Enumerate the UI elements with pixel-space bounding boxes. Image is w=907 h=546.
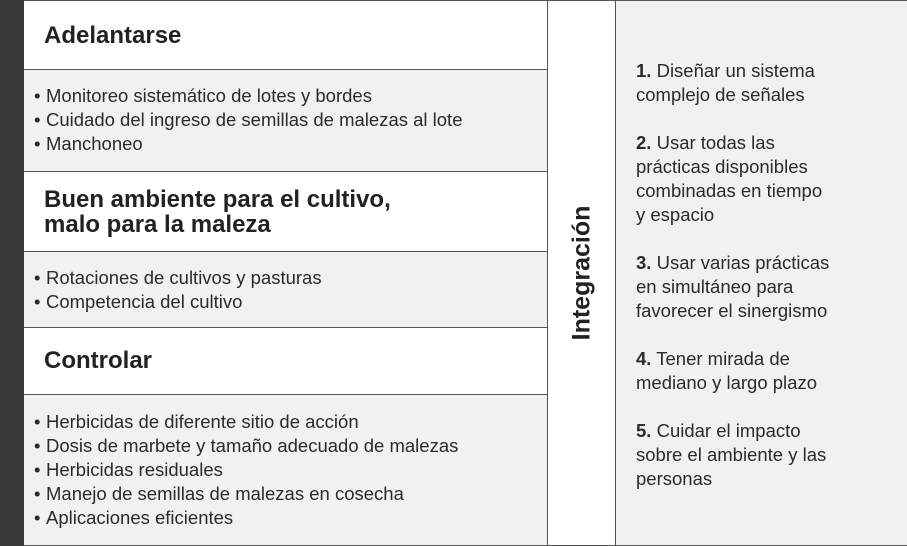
list-item: • Rotaciones de cultivos y pasturas bbox=[34, 267, 322, 288]
principle-item: 3. Usar varias prácticas en simultáneo para favorecer el sinergismo bbox=[636, 252, 830, 321]
principle-item: 2. Usar todas las prácticas disponibles combinadas en tiempo y espacio bbox=[636, 132, 823, 225]
section-title: Controlar bbox=[44, 347, 152, 374]
section-title: Adelantarse bbox=[44, 22, 182, 49]
list-item: • Manchoneo bbox=[34, 133, 143, 154]
section-header-adelantarse bbox=[24, 1, 548, 70]
list-item: • Competencia del cultivo bbox=[34, 291, 243, 312]
integration-table bbox=[24, 0, 907, 546]
section-list-adelantarse bbox=[24, 70, 548, 172]
section-title-line2: malo para la maleza bbox=[44, 211, 271, 238]
principle-item: 4. Tener mirada de mediano y largo plazo bbox=[636, 348, 817, 393]
integration-label: Integración bbox=[567, 205, 595, 341]
principles-column bbox=[616, 1, 907, 545]
list-item: • Aplicaciones eficientes bbox=[34, 507, 234, 528]
section-header-controlar bbox=[24, 328, 548, 395]
principle-item: 1. Diseñar un sistema complejo de señales bbox=[636, 60, 815, 105]
integration-column bbox=[548, 1, 615, 545]
practices-column bbox=[24, 1, 548, 545]
principle-item: 5. Cuidar el impacto sobre el ambiente y las personas bbox=[636, 420, 827, 489]
section-title-line1: Buen ambiente para el cultivo, bbox=[44, 186, 391, 213]
list-item: • Monitoreo sistemático de lotes y bordes bbox=[34, 85, 372, 106]
section-list-controlar bbox=[24, 395, 548, 545]
section-list-buen-ambiente bbox=[24, 252, 548, 328]
principles-list bbox=[636, 59, 901, 515]
list-item: • Cuidado del ingreso de semillas de malezas al lote bbox=[34, 109, 463, 130]
list-item: • Manejo de semillas de malezas en cosecha bbox=[34, 483, 404, 504]
left-dark-bar bbox=[0, 0, 24, 546]
list-item: • Herbicidas de diferente sitio de acción bbox=[34, 411, 359, 432]
section-header-buen-ambiente bbox=[24, 172, 548, 252]
list-item: • Dosis de marbete y tamaño adecuado de malezas bbox=[34, 435, 459, 456]
list-item: • Herbicidas residuales bbox=[34, 459, 223, 480]
